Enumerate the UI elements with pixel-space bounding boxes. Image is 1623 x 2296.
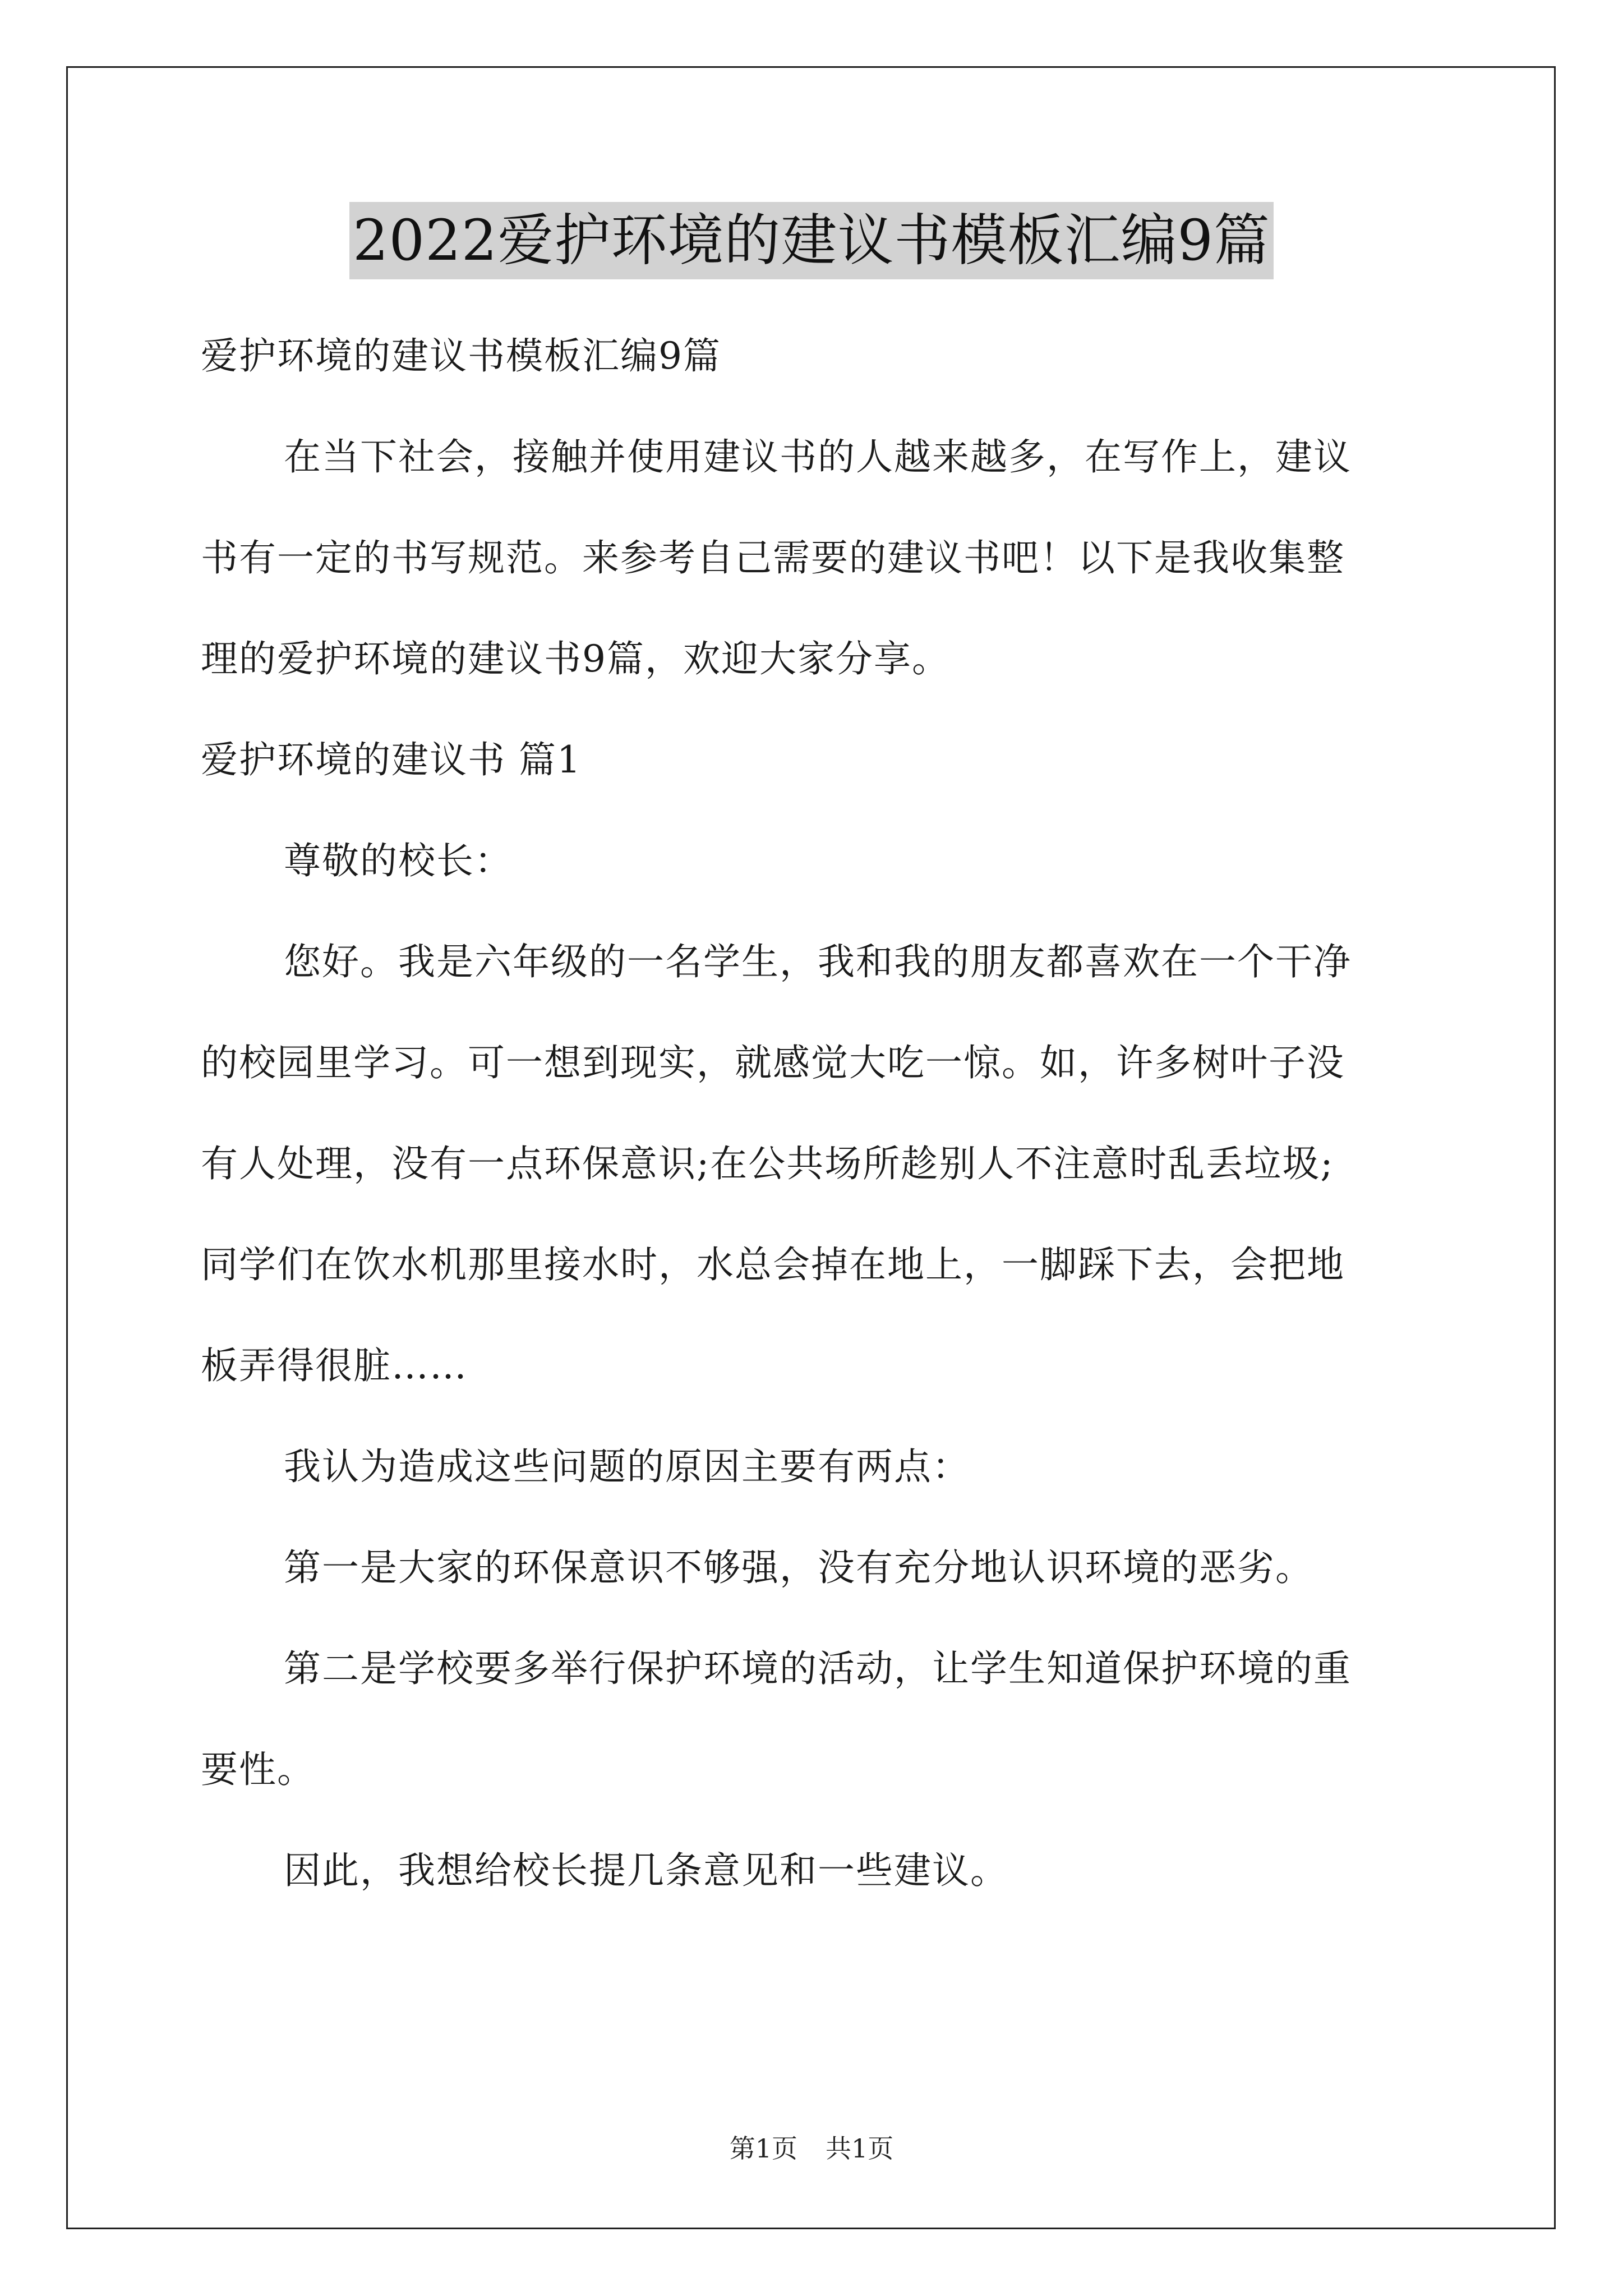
text-line: 您好。我是六年级的一名学生，我和我的朋友都喜欢在一个干净 [284, 940, 1352, 983]
text-line: 因此，我想给校长提几条意见和一些建议。 [284, 1849, 1008, 1892]
text-line: 我认为造成这些问题的原因主要有两点： [284, 1445, 970, 1488]
text-line: 第二是学校要多举行保护环境的活动，让学生知道保护环境的重 [284, 1647, 1352, 1690]
text-line: 在当下社会，接触并使用建议书的人越来越多，在写作上，建议 [284, 435, 1352, 478]
text-line: 理的爱护环境的建议书9篇，欢迎大家分享。 [201, 637, 950, 680]
document-body [201, 306, 1427, 1921]
document-title: 2022爱护环境的建议书模板汇编9篇 [349, 202, 1274, 279]
text-line: 板弄得很脏…… [201, 1344, 468, 1387]
text-line: 要性。 [201, 1748, 315, 1791]
text-line: 有人处理，没有一点环保意识;在公共场所趁别人不注意时乱丢垃圾; [201, 1142, 1334, 1185]
page-number-current: 第1页 [729, 2133, 797, 2164]
text-line: 尊敬的校长： [284, 839, 513, 882]
text-line: 同学们在饮水机那里接水时，水总会掉在地上，一脚踩下去，会把地 [201, 1243, 1345, 1286]
text-line: 爱护环境的建议书模板汇编9篇 [201, 334, 721, 378]
text-line: 第一是大家的环保意识不够强，没有充分地认识环境的恶劣。 [284, 1546, 1313, 1589]
title-container [0, 202, 1623, 279]
text-line: 的校园里学习。可一想到现实，就感觉大吃一惊。如，许多树叶子没 [201, 1041, 1345, 1084]
page-footer [0, 2132, 1623, 2165]
text-line: 爱护环境的建议书 篇1 [201, 738, 582, 781]
page-number-total: 共1页 [826, 2133, 894, 2164]
text-line: 书有一定的书写规范。来参考自己需要的建议书吧！以下是我收集整 [201, 536, 1345, 579]
